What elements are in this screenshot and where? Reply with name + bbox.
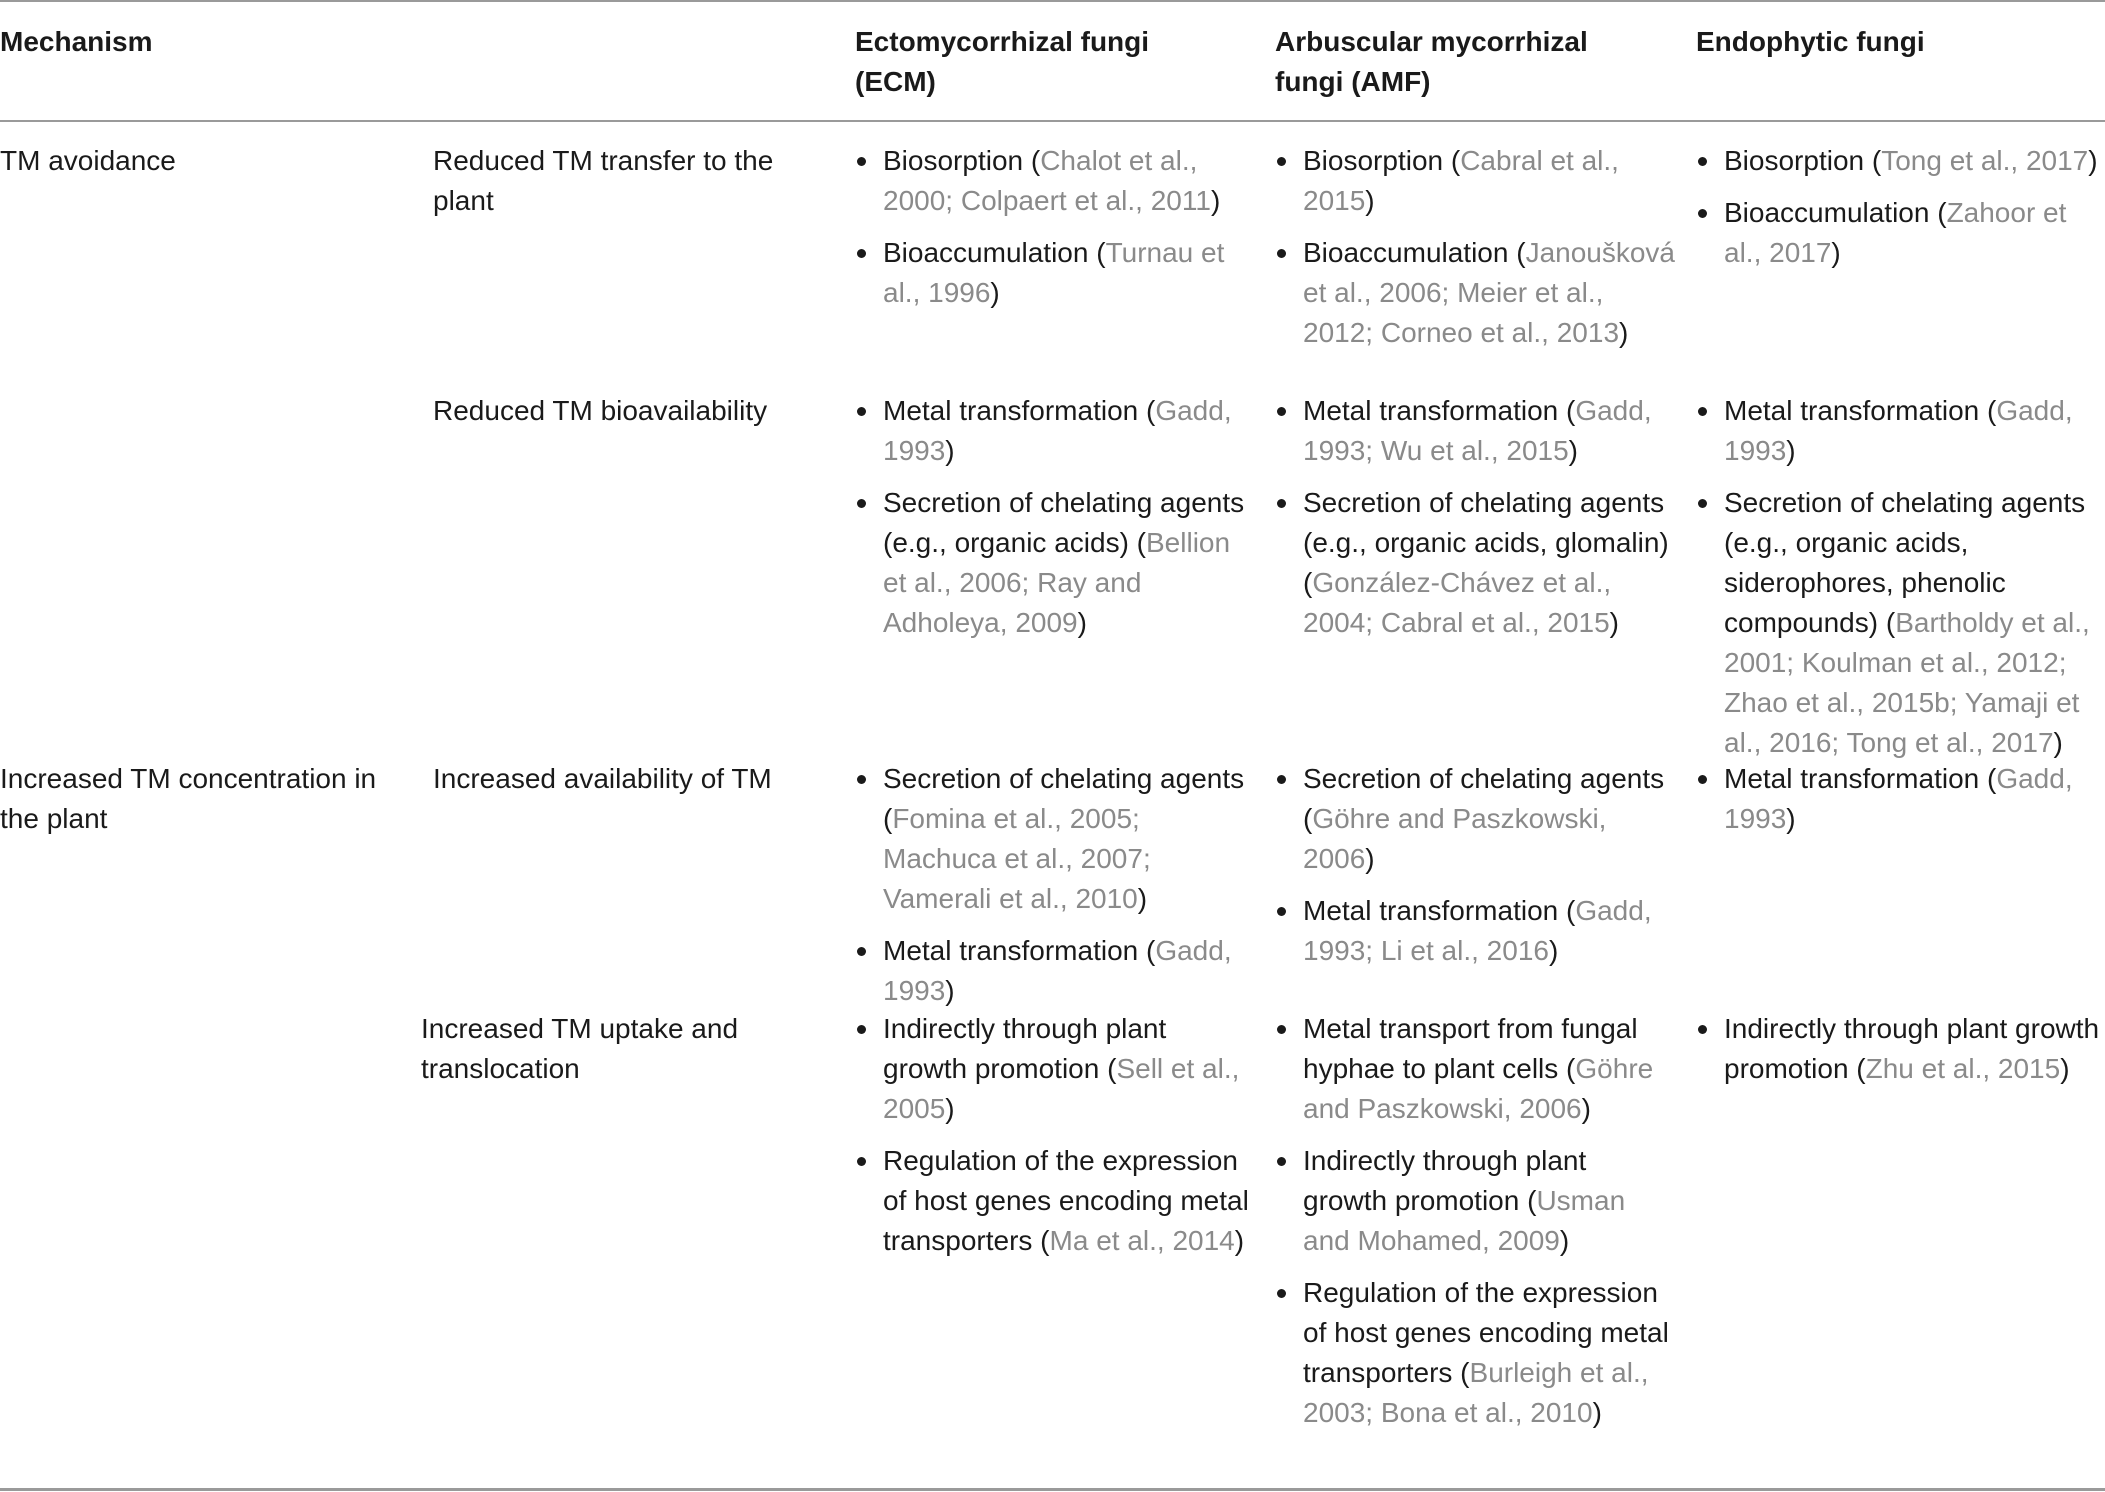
endophytic-cell <box>1696 391 2101 775</box>
list-item: Secretion of chelating agents (e.g., organic acids) (Bellion et al., 2006; Ray and Adholeya, 2009) <box>855 483 1255 643</box>
endophytic-cell <box>1696 759 2101 851</box>
citation-link[interactable]: Bartholdy et al., 2001; Koulman et al., 2012; Zhao et al., 2015b; Yamaji et al., 2016; Tong et al., 2017 <box>1724 607 2090 758</box>
list-item: Metal transformation (Gadd, 1993) <box>1696 759 2101 839</box>
header-mechanism: Mechanism <box>0 26 153 57</box>
citation-link[interactable]: Ma et al., 2014 <box>1049 1225 1235 1256</box>
citation-link[interactable]: Turnau et al., 1996 <box>883 237 1225 308</box>
header-amf: Arbuscular mycorrhizal fungi (AMF) <box>1275 26 1588 97</box>
group-label-tm-avoidance: TM avoidance <box>0 145 176 176</box>
list-item: Secretion of chelating agents (Göhre and Paszkowski, 2006) <box>1275 759 1675 879</box>
list-item: Biosorption (Tong et al., 2017) <box>1696 141 2101 181</box>
top-rule <box>0 0 2105 2</box>
list-item: Bioaccumulation (Janoušková et al., 2006; Meier et al., 2012; Corneo et al., 2013) <box>1275 233 1675 353</box>
list-item: Secretion of chelating agents (e.g., organic acids, siderophores, phenolic compounds) (Bartholdy et al., 2001; Koulman et al., 2012; Zhao et al., 2015b; Yamaji et al., 2016; Tong et al., 2017) <box>1696 483 2101 763</box>
sub-mechanism-label: Reduced TM bioavailability <box>433 395 768 426</box>
list-item: Bioaccumulation (Zahoor et al., 2017) <box>1696 193 2101 273</box>
list-item: Biosorption (Cabral et al., 2015) <box>1275 141 1675 221</box>
citation-link[interactable]: Gadd, 1993 <box>883 935 1232 1006</box>
list-item: Metal transformation (Gadd, 1993; Wu et al., 2015) <box>1275 391 1675 471</box>
sub-mechanism-label: Increased TM uptake and translocation <box>421 1013 739 1084</box>
amf-cell <box>1275 391 1675 655</box>
citation-link[interactable]: Sell et al., 2005 <box>883 1053 1240 1124</box>
citation-link[interactable]: Gadd, 1993 <box>1724 395 2073 466</box>
list-item: Biosorption (Chalot et al., 2000; Colpaert et al., 2011) <box>855 141 1255 221</box>
citation-link[interactable]: Zahoor et al., 2017 <box>1724 197 2067 268</box>
header-endophytic: Endophytic fungi <box>1696 26 1925 57</box>
list-item: Regulation of the expression of host genes encoding metal transporters (Ma et al., 2014) <box>855 1141 1255 1261</box>
citation-link[interactable]: Fomina et al., 2005; Machuca et al., 2007; Vamerali et al., 2010 <box>883 803 1151 914</box>
citation-link[interactable]: Gadd, 1993 <box>883 395 1232 466</box>
ecm-cell <box>855 759 1255 1023</box>
list-item: Secretion of chelating agents (e.g., organic acids, glomalin) (González-Chávez et al., 2004; Cabral et al., 2015) <box>1275 483 1675 643</box>
list-item: Indirectly through plant growth promotion (Usman and Mohamed, 2009) <box>1275 1141 1675 1261</box>
citation-link[interactable]: Cabral et al., 2015 <box>1303 145 1619 216</box>
citation-link[interactable]: González-Chávez et al., 2004; Cabral et al., 2015 <box>1303 567 1612 638</box>
bottom-rule <box>0 1488 2105 1491</box>
citation-link[interactable]: Göhre and Paszkowski, 2006 <box>1303 803 1607 874</box>
ecm-cell <box>855 141 1255 325</box>
citation-link[interactable]: Tong et al., 2017 <box>1881 145 2089 176</box>
list-item: Bioaccumulation (Turnau et al., 1996) <box>855 233 1255 313</box>
citation-link[interactable]: Göhre and Paszkowski, 2006 <box>1303 1053 1654 1124</box>
ecm-cell <box>855 1009 1255 1273</box>
list-item: Metal transformation (Gadd, 1993) <box>855 931 1255 1011</box>
citation-link[interactable]: Bellion et al., 2006; Ray and Adholeya, 2009 <box>883 527 1231 638</box>
sub-mechanism-label: Increased availability of TM <box>433 763 772 794</box>
citation-link[interactable]: Zhu et al., 2015 <box>1865 1053 2061 1084</box>
citation-link[interactable]: Gadd, 1993; Wu et al., 2015 <box>1303 395 1652 466</box>
header-ecm: Ectomycorrhizal fungi (ECM) <box>855 26 1150 97</box>
endophytic-cell <box>1696 1009 2101 1101</box>
list-item: Indirectly through plant growth promotion (Sell et al., 2005) <box>855 1009 1255 1129</box>
sub-mechanism-label: Reduced TM transfer to the plant <box>433 145 774 216</box>
endophytic-cell <box>1696 141 2101 285</box>
list-item: Metal transformation (Gadd, 1993) <box>1696 391 2101 471</box>
list-item: Metal transformation (Gadd, 1993; Li et al., 2016) <box>1275 891 1675 971</box>
group-label-increased-concentration: Increased TM concentration in the plant <box>0 763 377 834</box>
citation-link[interactable]: Usman and Mohamed, 2009 <box>1303 1185 1626 1256</box>
citation-link[interactable]: Gadd, 1993; Li et al., 2016 <box>1303 895 1652 966</box>
list-item: Secretion of chelating agents (Fomina et al., 2005; Machuca et al., 2007; Vamerali et al., 2010) <box>855 759 1255 919</box>
citation-link[interactable]: Janoušková et al., 2006; Meier et al., 2012; Corneo et al., 2013 <box>1303 237 1675 348</box>
list-item: Metal transformation (Gadd, 1993) <box>855 391 1255 471</box>
citation-link[interactable]: Gadd, 1993 <box>1724 763 2073 834</box>
list-item: Indirectly through plant growth promotion (Zhu et al., 2015) <box>1696 1009 2101 1089</box>
list-item: Metal transport from fungal hyphae to plant cells (Göhre and Paszkowski, 2006) <box>1275 1009 1675 1129</box>
ecm-cell <box>855 391 1255 655</box>
citation-link[interactable]: Burleigh et al., 2003; Bona et al., 2010 <box>1303 1357 1649 1428</box>
amf-cell <box>1275 1009 1675 1445</box>
citation-link[interactable]: Chalot et al., 2000; Colpaert et al., 2011 <box>883 145 1211 216</box>
header-rule <box>0 120 2105 122</box>
amf-cell <box>1275 759 1675 983</box>
list-item: Regulation of the expression of host genes encoding metal transporters (Burleigh et al., 2003; Bona et al., 2010) <box>1275 1273 1675 1433</box>
amf-cell <box>1275 141 1675 365</box>
